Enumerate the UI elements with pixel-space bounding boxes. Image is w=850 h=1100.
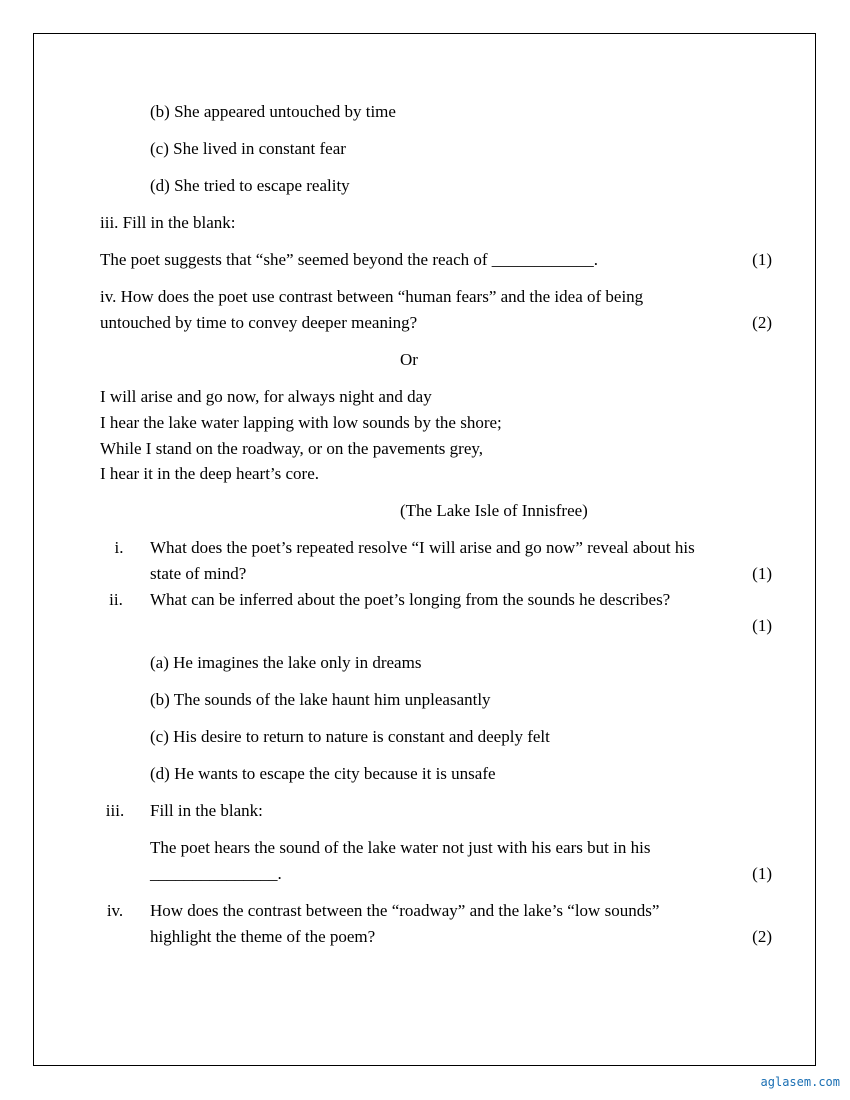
q3-marks: (1): [752, 864, 772, 883]
q2-number: ii.: [109, 590, 123, 609]
q4-marks: (2): [752, 313, 772, 332]
q4-line1: iv. How does the poet use contrast between “human fears” and the idea of being: [100, 287, 644, 306]
poem-line: I hear it in the deep heart’s core.: [100, 464, 320, 483]
q4-line2: untouched by time to convey deeper meaning?: [100, 313, 418, 332]
poem-line: While I stand on the roadway, or on the pavements grey,: [100, 439, 484, 458]
option-a: (a) He imagines the lake only in dreams: [150, 653, 422, 672]
q3-marks: (1): [752, 250, 772, 269]
q1-marks: (1): [752, 564, 772, 583]
q3-label: iii. Fill in the blank:: [100, 213, 236, 232]
option-b: (b) The sounds of the lake haunt him unpleasantly: [150, 690, 491, 709]
q4-line1: How does the contrast between the “roadway” and the lake’s “low sounds”: [150, 901, 660, 920]
or-divider: Or: [400, 350, 418, 369]
option-d: (d) He wants to escape the city because it is unsafe: [150, 764, 496, 783]
q1-number: i.: [114, 538, 124, 557]
q2-line1: What can be inferred about the poet’s longing from the sounds he describes?: [150, 590, 671, 609]
q3-line2: _______________.: [150, 864, 282, 883]
option-c: (c) She lived in constant fear: [150, 139, 346, 158]
q1-line2: state of mind?: [150, 564, 247, 583]
q3-label: Fill in the blank:: [150, 801, 263, 820]
q3-number: iii.: [105, 801, 125, 820]
poem-source: (The Lake Isle of Innisfree): [400, 501, 588, 520]
q3-text: The poet suggests that “she” seemed beyond the reach of ____________.: [100, 250, 599, 269]
q1-line1: What does the poet’s repeated resolve “I will arise and go now” reveal about his: [150, 538, 695, 557]
q3-line1: The poet hears the sound of the lake water not just with his ears but in his: [150, 838, 651, 857]
q4-marks: (2): [752, 927, 772, 946]
q4-number: iv.: [106, 901, 124, 920]
q4-line2: highlight the theme of the poem?: [150, 927, 376, 946]
option-c: (c) His desire to return to nature is constant and deeply felt: [150, 727, 550, 746]
option-d: (d) She tried to escape reality: [150, 176, 350, 195]
poem-line: I hear the lake water lapping with low sounds by the shore;: [100, 413, 502, 432]
q2-marks: (1): [752, 616, 772, 635]
watermark: aglasem.com: [760, 1075, 840, 1089]
poem-line: I will arise and go now, for always night and day: [100, 387, 432, 406]
option-b: (b) She appeared untouched by time: [150, 102, 396, 121]
